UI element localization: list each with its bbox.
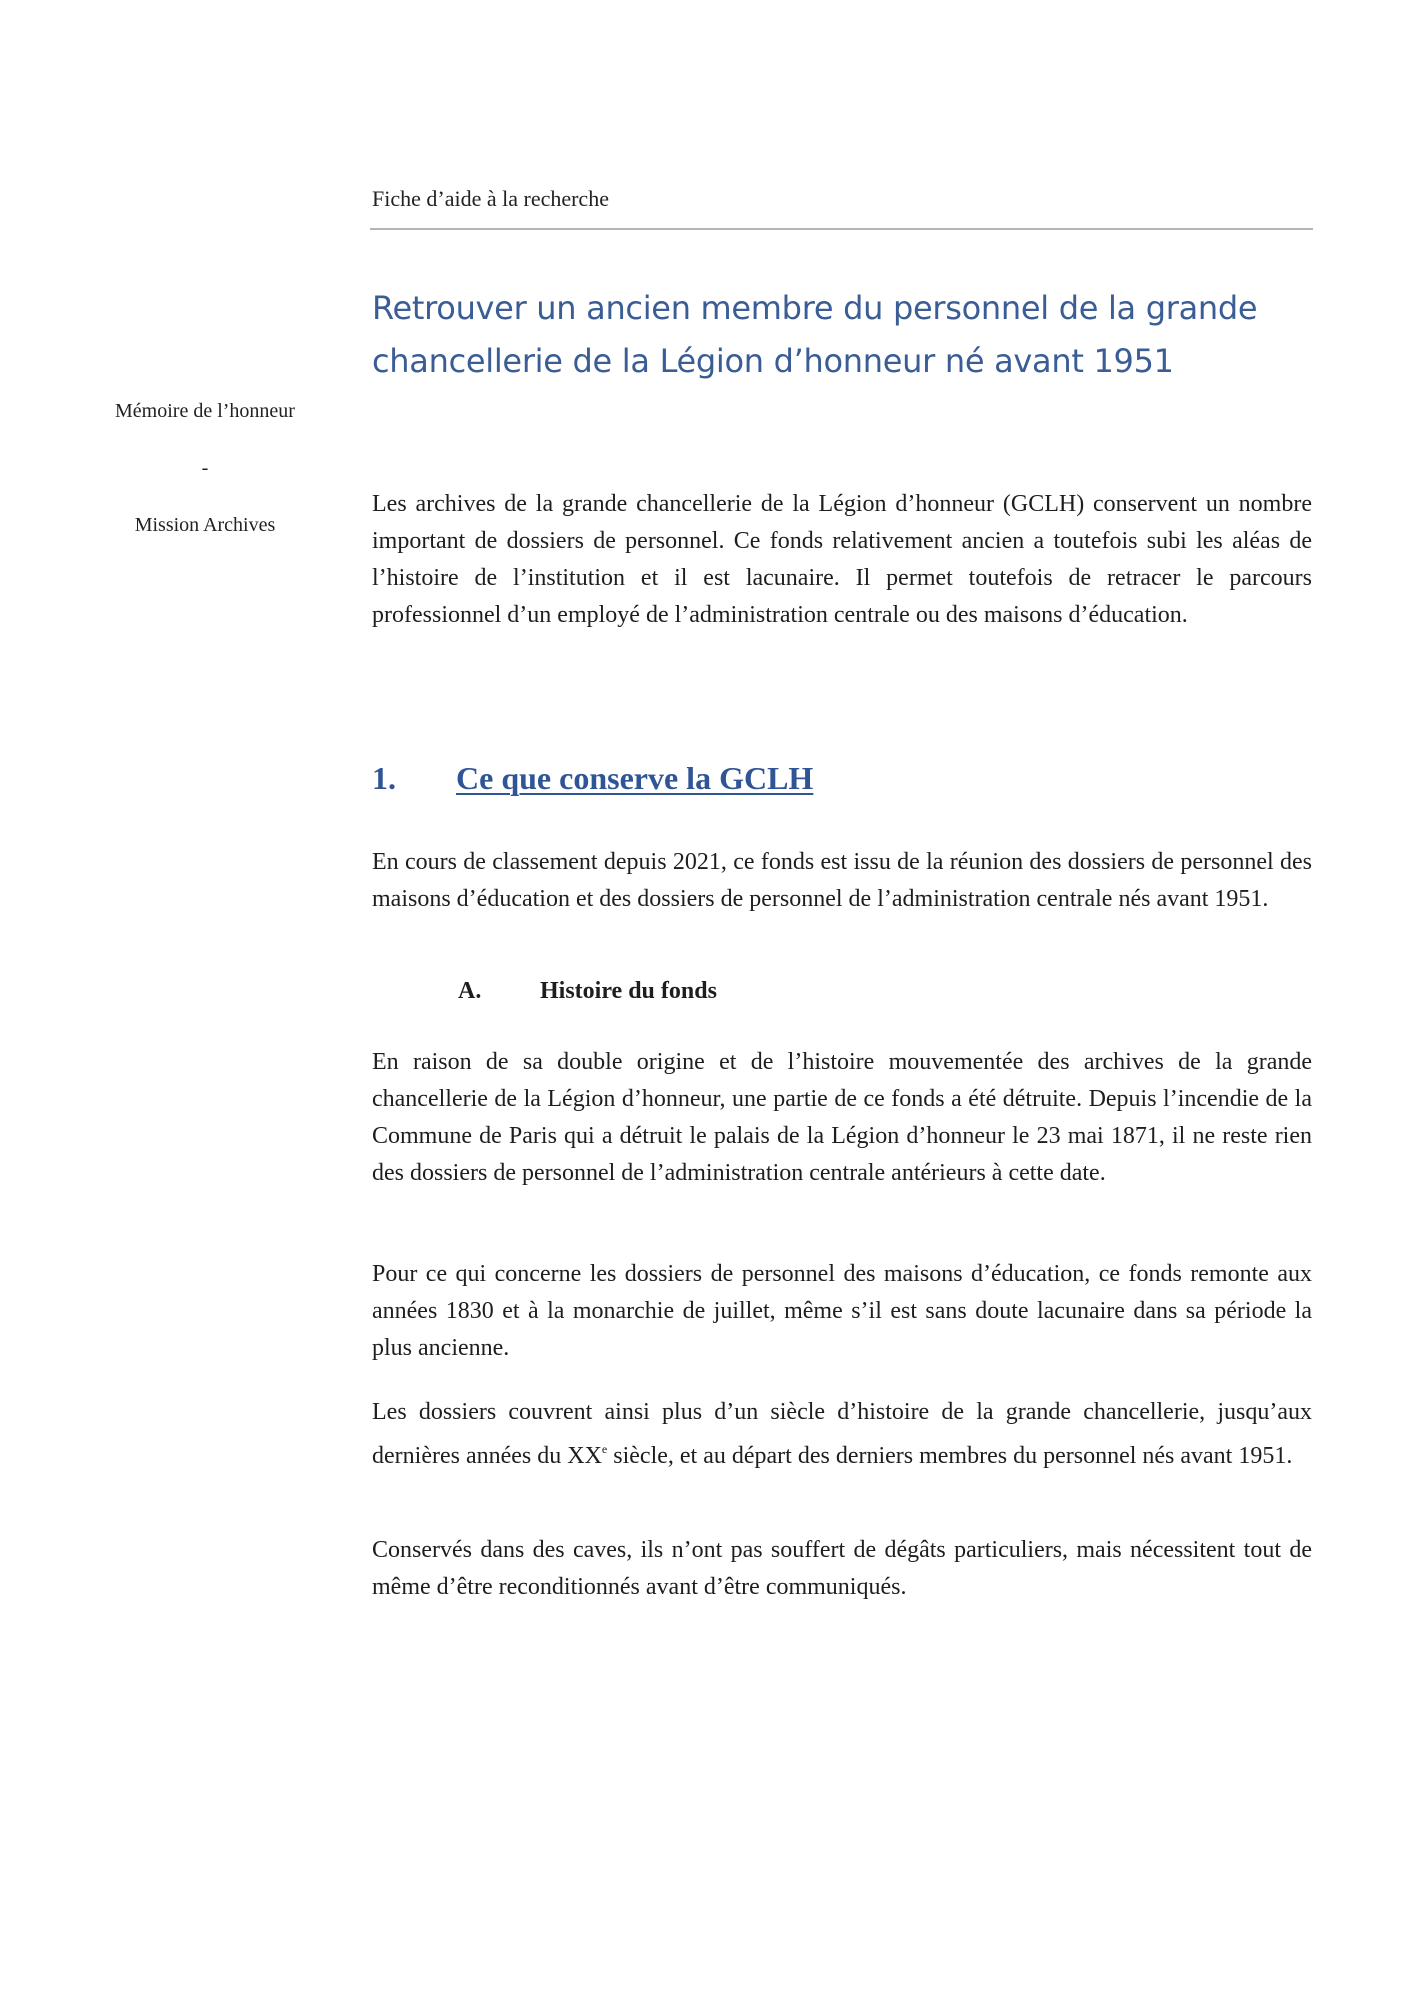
title-line-2: chancellerie de la Légion d’honneur né avant 1951 <box>372 342 1174 380</box>
section-1-paragraph: En cours de classement depuis 2021, ce fonds est issu de la réunion des dossiers de personnel des maisons d’éducation et des dossiers de personnel de l’administration centrale nés avant 1951. <box>372 849 1312 912</box>
subsection-number: A. <box>458 978 482 1004</box>
section-1-heading <box>372 760 1312 797</box>
section-number: 1. <box>372 760 396 796</box>
p3-superscript: e <box>601 1442 608 1456</box>
history-paragraph-3 <box>372 1394 1312 1475</box>
sidebar-separator: - <box>201 457 209 479</box>
p3-text-after: siècle, et au départ des derniers membres du personnel nés avant 1951. <box>607 1443 1293 1469</box>
subsection-title: Histoire du fonds <box>540 978 717 1004</box>
document-title <box>372 282 1312 388</box>
section-title: Ce que conserve la GCLH <box>456 760 814 796</box>
title-line-1: Retrouver un ancien membre du personnel de la grande <box>372 289 1258 327</box>
p3-text-before: Les dossiers couvrent ainsi plus d’un siècle d’histoire de la grande chancellerie, jusqu’aux dernières années du XX <box>372 1399 1312 1469</box>
history-paragraph-4: Conservés dans des caves, ils n’ont pas souffert de dégâts particuliers, mais nécessitent tout de même d’être reconditionnés avant d’être communiqués. <box>372 1537 1312 1600</box>
history-paragraph-2: Pour ce qui concerne les dossiers de personnel des maisons d’éducation, ce fonds remonte aux années 1830 et à la monarchie de juillet, même s’il est sans doute lacunaire dans sa période la plus ancienne. <box>372 1261 1312 1361</box>
sidebar-org: Mémoire de l’honneur <box>115 400 295 422</box>
intro-paragraph: Les archives de la grande chancellerie de la Légion d’honneur (GCLH) conservent un nombre important de dossiers de personnel. Ce fonds relativement ancien a toutefois subi les aléas de l’histoire de l’institution et il est lacunaire. Il permet toutefois de retracer le parcours professionnel d’un employé de l’administration centrale ou des maisons d’éducation. <box>372 491 1312 628</box>
sidebar <box>80 400 330 571</box>
header-rule <box>370 228 1313 230</box>
running-header: Fiche d’aide à la recherche <box>372 186 609 211</box>
sidebar-unit: Mission Archives <box>134 514 276 536</box>
history-paragraph-1: En raison de sa double origine et de l’histoire mouvementée des archives de la grande chancellerie de la Légion d’honneur, une partie de ce fonds a été détruite. Depuis l’incendie de la Commune de Paris qui a détruit le palais de la Légion d’honneur le 23 mai 1871, il ne reste rien des dossiers de personnel de l’administration centrale antérieurs à cette date. <box>372 1049 1312 1186</box>
subsection-a-heading <box>458 978 1258 1005</box>
